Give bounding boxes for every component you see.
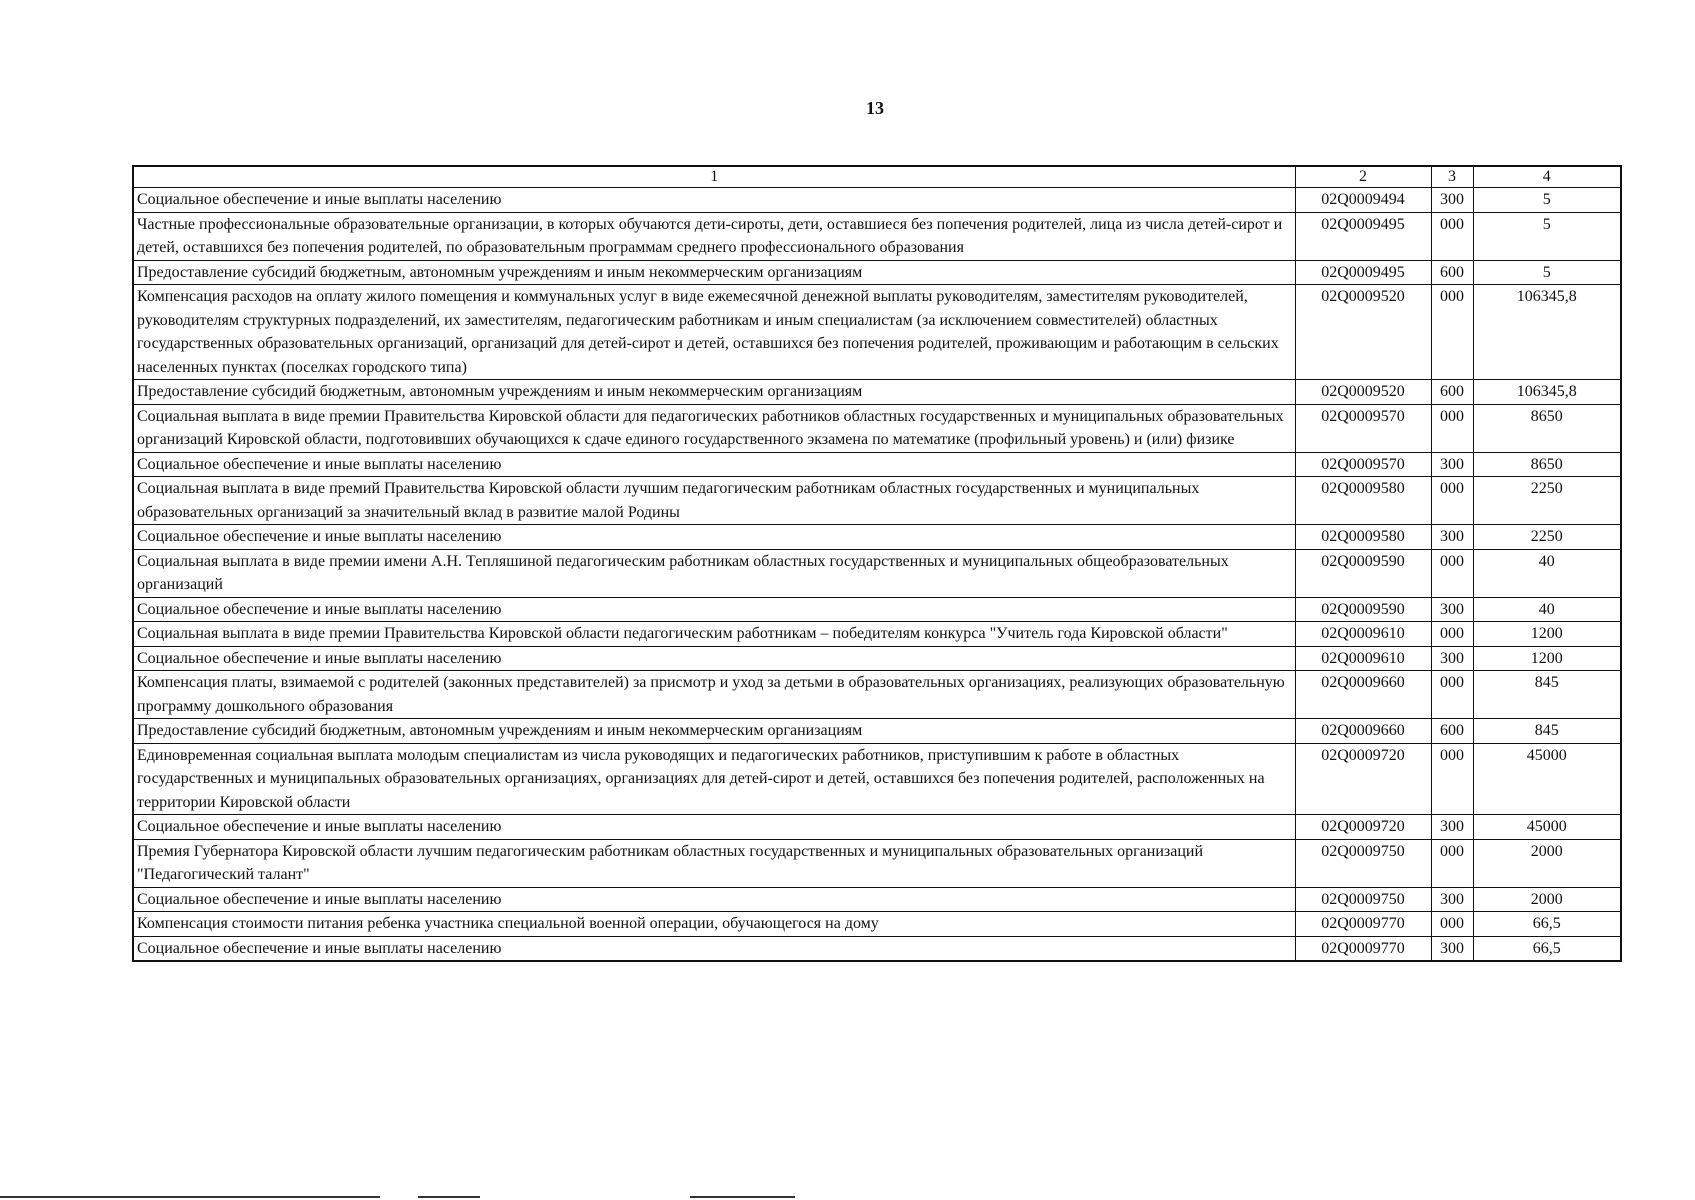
row-name-cell: Социальное обеспечение и иные выплаты населению [133,936,1295,961]
table-row [133,380,1621,405]
row-type-cell: 000 [1431,743,1473,815]
row-type-cell: 300 [1431,597,1473,622]
row-code-cell: 02Q0009520 [1295,380,1431,405]
row-name-cell: Социальная выплата в виде премии имени А.Н. Тепляшиной педагогическим работникам областных государственных и муниципальных общеобразовательных организаций [133,549,1295,597]
row-code-cell: 02Q0009580 [1295,525,1431,550]
row-amount-cell: 45000 [1473,815,1621,840]
budget-table [132,165,1622,962]
row-type-cell: 300 [1431,188,1473,213]
footer-rule [690,1196,795,1198]
row-code-cell: 02Q0009570 [1295,404,1431,452]
row-code-cell: 02Q0009520 [1295,285,1431,380]
row-name-cell: Социальное обеспечение и иные выплаты населению [133,452,1295,477]
table-row [133,549,1621,597]
row-code-cell: 02Q0009770 [1295,936,1431,961]
row-code-cell: 02Q0009660 [1295,671,1431,719]
table-row [133,188,1621,213]
header-cell-type: 3 [1431,166,1473,188]
row-amount-cell: 2000 [1473,839,1621,887]
row-amount-cell: 106345,8 [1473,285,1621,380]
row-name-cell: Предоставление субсидий бюджетным, автономным учреждениям и иным некоммерческим организациям [133,380,1295,405]
header-cell-code: 2 [1295,166,1431,188]
row-type-cell: 600 [1431,719,1473,744]
page-number: 13 [866,98,884,118]
row-type-cell: 000 [1431,404,1473,452]
row-name-cell: Предоставление субсидий бюджетным, автономным учреждениям и иным некоммерческим организациям [133,260,1295,285]
row-amount-cell: 845 [1473,671,1621,719]
row-amount-cell: 845 [1473,719,1621,744]
row-amount-cell: 2250 [1473,525,1621,550]
table-row [133,887,1621,912]
row-type-cell: 000 [1431,285,1473,380]
row-amount-cell: 66,5 [1473,912,1621,937]
table-row [133,719,1621,744]
row-amount-cell: 2000 [1473,887,1621,912]
row-name-cell: Единовременная социальная выплата молодым специалистам из числа руководящих и педагогических работников, приступившим к работе в областных государственных и муниципальных образовательных организациях, организациях для детей-сирот и детей, оставшихся без попечения родителей, расположенных на территории Кировской области [133,743,1295,815]
header-cell-amount: 4 [1473,166,1621,188]
row-type-cell: 600 [1431,260,1473,285]
table-row [133,404,1621,452]
row-code-cell: 02Q0009494 [1295,188,1431,213]
row-amount-cell: 40 [1473,597,1621,622]
row-name-cell: Предоставление субсидий бюджетным, автономным учреждениям и иным некоммерческим организациям [133,719,1295,744]
row-name-cell: Социальное обеспечение и иные выплаты населению [133,597,1295,622]
row-type-cell: 300 [1431,815,1473,840]
table-row [133,936,1621,961]
row-type-cell: 600 [1431,380,1473,405]
row-amount-cell: 2250 [1473,477,1621,525]
row-type-cell: 000 [1431,912,1473,937]
table-row [133,646,1621,671]
row-code-cell: 02Q0009590 [1295,597,1431,622]
footer-rule [0,1196,380,1198]
row-amount-cell: 5 [1473,212,1621,260]
row-name-cell: Социальное обеспечение и иные выплаты населению [133,525,1295,550]
row-code-cell: 02Q0009495 [1295,212,1431,260]
table-row [133,212,1621,260]
row-amount-cell: 1200 [1473,622,1621,647]
row-code-cell: 02Q0009770 [1295,912,1431,937]
row-type-cell: 300 [1431,452,1473,477]
row-name-cell: Социальное обеспечение и иные выплаты населению [133,815,1295,840]
row-amount-cell: 8650 [1473,452,1621,477]
table-row [133,260,1621,285]
table-row [133,839,1621,887]
row-name-cell: Премия Губернатора Кировской области лучшим педагогическим работникам областных государственных и муниципальных образовательных организаций "Педагогический талант" [133,839,1295,887]
table-body [133,166,1621,961]
row-code-cell: 02Q0009610 [1295,622,1431,647]
row-amount-cell: 8650 [1473,404,1621,452]
row-type-cell: 000 [1431,477,1473,525]
row-type-cell: 300 [1431,936,1473,961]
header-cell-name: 1 [133,166,1295,188]
table-row [133,743,1621,815]
row-amount-cell: 40 [1473,549,1621,597]
row-code-cell: 02Q0009660 [1295,719,1431,744]
row-name-cell: Социальное обеспечение и иные выплаты населению [133,188,1295,213]
row-code-cell: 02Q0009610 [1295,646,1431,671]
row-code-cell: 02Q0009495 [1295,260,1431,285]
row-code-cell: 02Q0009580 [1295,477,1431,525]
row-code-cell: 02Q0009750 [1295,887,1431,912]
table-row [133,452,1621,477]
row-amount-cell: 106345,8 [1473,380,1621,405]
row-type-cell: 000 [1431,549,1473,597]
row-type-cell: 000 [1431,839,1473,887]
row-amount-cell: 66,5 [1473,936,1621,961]
table-header-row [133,166,1621,188]
row-code-cell: 02Q0009720 [1295,743,1431,815]
row-type-cell: 300 [1431,525,1473,550]
row-name-cell: Компенсация расходов на оплату жилого помещения и коммунальных услуг в виде ежемесячной денежной выплаты руководителям, заместителям руководителей, руководителям структурных подразделений, их заместителям, педагогическим работникам и иным специалистам (за исключением совместителей) областных государственных образовательных организаций, организаций для детей-сирот и детей, оставшихся без попечения родителей, проживающим и работающим в сельских населенных пунктах (поселках городского типа) [133,285,1295,380]
table-row [133,622,1621,647]
row-code-cell: 02Q0009590 [1295,549,1431,597]
row-type-cell: 000 [1431,212,1473,260]
row-name-cell: Социальная выплата в виде премии Правительства Кировской области педагогическим работникам – победителям конкурса "Учитель года Кировской области" [133,622,1295,647]
row-name-cell: Социальная выплата в виде премий Правительства Кировской области лучшим педагогическим работникам областных государственных и муниципальных образовательных организаций за значительный вклад в развитие малой Родины [133,477,1295,525]
row-type-cell: 300 [1431,887,1473,912]
row-name-cell: Компенсация платы, взимаемой с родителей (законных представителей) за присмотр и уход за детьми в образовательных организациях, реализующих образовательную программу дошкольного образования [133,671,1295,719]
table-row [133,525,1621,550]
row-amount-cell: 45000 [1473,743,1621,815]
row-amount-cell: 5 [1473,188,1621,213]
row-code-cell: 02Q0009570 [1295,452,1431,477]
table-row [133,815,1621,840]
table-row [133,671,1621,719]
row-code-cell: 02Q0009750 [1295,839,1431,887]
row-type-cell: 000 [1431,622,1473,647]
row-name-cell: Социальное обеспечение и иные выплаты населению [133,646,1295,671]
footer-rule [418,1196,480,1198]
row-name-cell: Компенсация стоимости питания ребенка участника специальной военной операции, обучающегося на дому [133,912,1295,937]
row-name-cell: Социальная выплата в виде премии Правительства Кировской области для педагогических работников областных государственных и муниципальных образовательных организаций Кировской области, подготовивших обучающихся к сдаче единого государственного экзамена по математике (профильный уровень) и (или) физике [133,404,1295,452]
row-amount-cell: 1200 [1473,646,1621,671]
table-row [133,285,1621,380]
row-code-cell: 02Q0009720 [1295,815,1431,840]
row-name-cell: Частные профессиональные образовательные организации, в которых обучаются дети-сироты, дети, оставшиеся без попечения родителей, лица из числа детей-сирот и детей, оставшихся без попечения родителей, по образовательным программам среднего профессионального образования [133,212,1295,260]
row-type-cell: 000 [1431,671,1473,719]
table-row [133,477,1621,525]
table-row [133,597,1621,622]
table-row [133,912,1621,937]
row-amount-cell: 5 [1473,260,1621,285]
row-type-cell: 300 [1431,646,1473,671]
row-name-cell: Социальное обеспечение и иные выплаты населению [133,887,1295,912]
